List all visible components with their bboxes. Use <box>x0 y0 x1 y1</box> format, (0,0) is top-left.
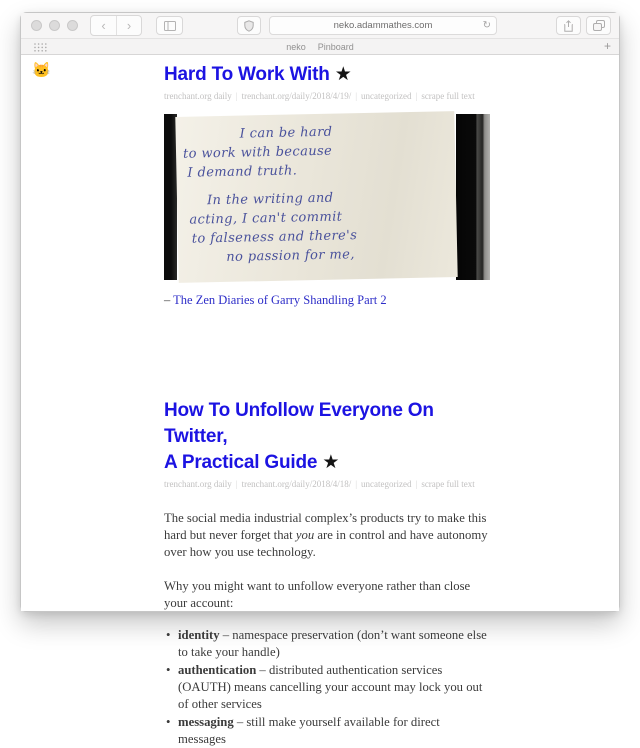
meta-separator: | <box>415 91 418 101</box>
reload-icon[interactable]: ↻ <box>482 20 491 31</box>
paragraph-text: are in control and have autonomy over how you use technology. <box>164 528 488 559</box>
post-title-text: Hard To Work With <box>164 64 330 85</box>
paragraph-text: The social media industrial complex’s products try to make this hard but never forget that <box>164 511 487 542</box>
minimize-button[interactable] <box>49 20 60 31</box>
handwriting-line: acting, I can't commit <box>189 209 343 228</box>
meta-category-link[interactable]: uncategorized <box>361 479 412 489</box>
list-term: identity <box>178 628 220 642</box>
meta-separator: | <box>235 479 238 489</box>
paragraph <box>164 510 490 561</box>
address-bar[interactable] <box>269 16 497 35</box>
forward-button[interactable]: › <box>116 16 141 35</box>
meta-scrape-link[interactable]: scrape full text <box>421 91 475 101</box>
list-text: – namespace preservation (don’t want someone else to take your handle) <box>178 628 487 659</box>
photo-paper <box>175 111 457 283</box>
list-text: – still make yourself available for direct messages <box>178 715 440 746</box>
post-title[interactable] <box>164 398 490 476</box>
meta-scrape-link[interactable]: scrape full text <box>421 479 475 489</box>
meta-permalink[interactable]: trenchant.org/daily/2018/4/19/ <box>241 91 352 101</box>
show-tabs-button[interactable] <box>586 16 611 35</box>
favorites-items <box>286 42 354 52</box>
list-item <box>164 714 490 748</box>
handwriting-line: I can be hard <box>239 124 333 142</box>
meta-separator: | <box>415 479 418 489</box>
handwriting-line: I demand truth. <box>187 163 298 181</box>
reasons-list <box>164 627 490 748</box>
post-column <box>164 55 490 748</box>
share-button[interactable] <box>556 16 581 35</box>
browser-toolbar <box>21 13 619 39</box>
list-item <box>164 627 490 661</box>
share-icon <box>564 20 573 32</box>
post-title[interactable] <box>164 62 490 88</box>
post-meta <box>164 479 490 489</box>
sidebar-button[interactable] <box>156 16 183 35</box>
list-item <box>164 662 490 713</box>
tabs-icon <box>593 20 605 31</box>
traffic-lights <box>31 20 78 31</box>
paragraph: Why you might want to unfollow everyone rather than close your account: <box>164 579 471 610</box>
paragraph-emphasis: you <box>295 528 315 542</box>
bookmark-grid-item[interactable] <box>34 43 47 54</box>
post-unfollow-everyone <box>164 398 490 748</box>
safari-window <box>20 12 620 746</box>
close-button[interactable] <box>31 20 42 31</box>
star-icon[interactable]: ★ <box>322 452 340 473</box>
meta-permalink[interactable]: trenchant.org/daily/2018/4/18/ <box>241 479 352 489</box>
caption-link[interactable]: The Zen Diaries of Garry Shandling Part 2 <box>173 293 387 307</box>
post-title-line1: How To Unfollow Everyone On Twitter, <box>164 400 434 447</box>
new-tab-button[interactable]: + <box>603 39 611 53</box>
list-term: messaging <box>178 715 234 729</box>
photo-right-edge <box>456 114 490 280</box>
page-content <box>21 55 619 746</box>
zoom-button[interactable] <box>67 20 78 31</box>
post-meta <box>164 91 490 101</box>
meta-separator: | <box>355 479 358 489</box>
meta-category-link[interactable]: uncategorized <box>361 91 412 101</box>
handwriting-line: no passion for me, <box>226 247 355 265</box>
handwriting-line: to work with because <box>182 143 333 162</box>
star-icon[interactable]: ★ <box>334 64 352 85</box>
post-title-line2: A Practical Guide <box>164 452 318 473</box>
meta-feed-link[interactable]: trenchant.org daily <box>164 91 232 101</box>
favorites-bar <box>21 39 619 55</box>
bookmark-item-pinboard[interactable]: Pinboard <box>317 41 354 52</box>
post-hard-to-work-with <box>164 55 490 308</box>
meta-separator: | <box>235 91 238 101</box>
sidebar-icon <box>164 21 176 31</box>
grid-dots-icon <box>34 43 47 52</box>
list-term: authentication <box>178 663 257 677</box>
handwriting-line: to falseness and there's <box>191 228 358 247</box>
image-caption <box>164 293 490 308</box>
bookmark-item-neko[interactable]: neko <box>286 41 306 52</box>
meta-feed-link[interactable]: trenchant.org daily <box>164 479 232 489</box>
caption-dash: – <box>164 293 174 307</box>
list-text: – distributed authentication services (OAUTH) means cancelling your account may lock you out of other services <box>178 663 483 711</box>
meta-separator: | <box>355 91 358 101</box>
neko-logo-emoji: 🐱 <box>32 62 51 79</box>
url-text: neko.adammathes.com <box>333 20 433 31</box>
extension-button[interactable] <box>237 16 261 35</box>
nav-buttons <box>90 15 142 36</box>
handwriting-line: In the writing and <box>206 190 334 209</box>
journal-photo <box>164 114 490 280</box>
back-button[interactable]: ‹ <box>101 18 106 33</box>
toolbar-right <box>556 16 611 35</box>
shield-icon <box>244 20 254 32</box>
